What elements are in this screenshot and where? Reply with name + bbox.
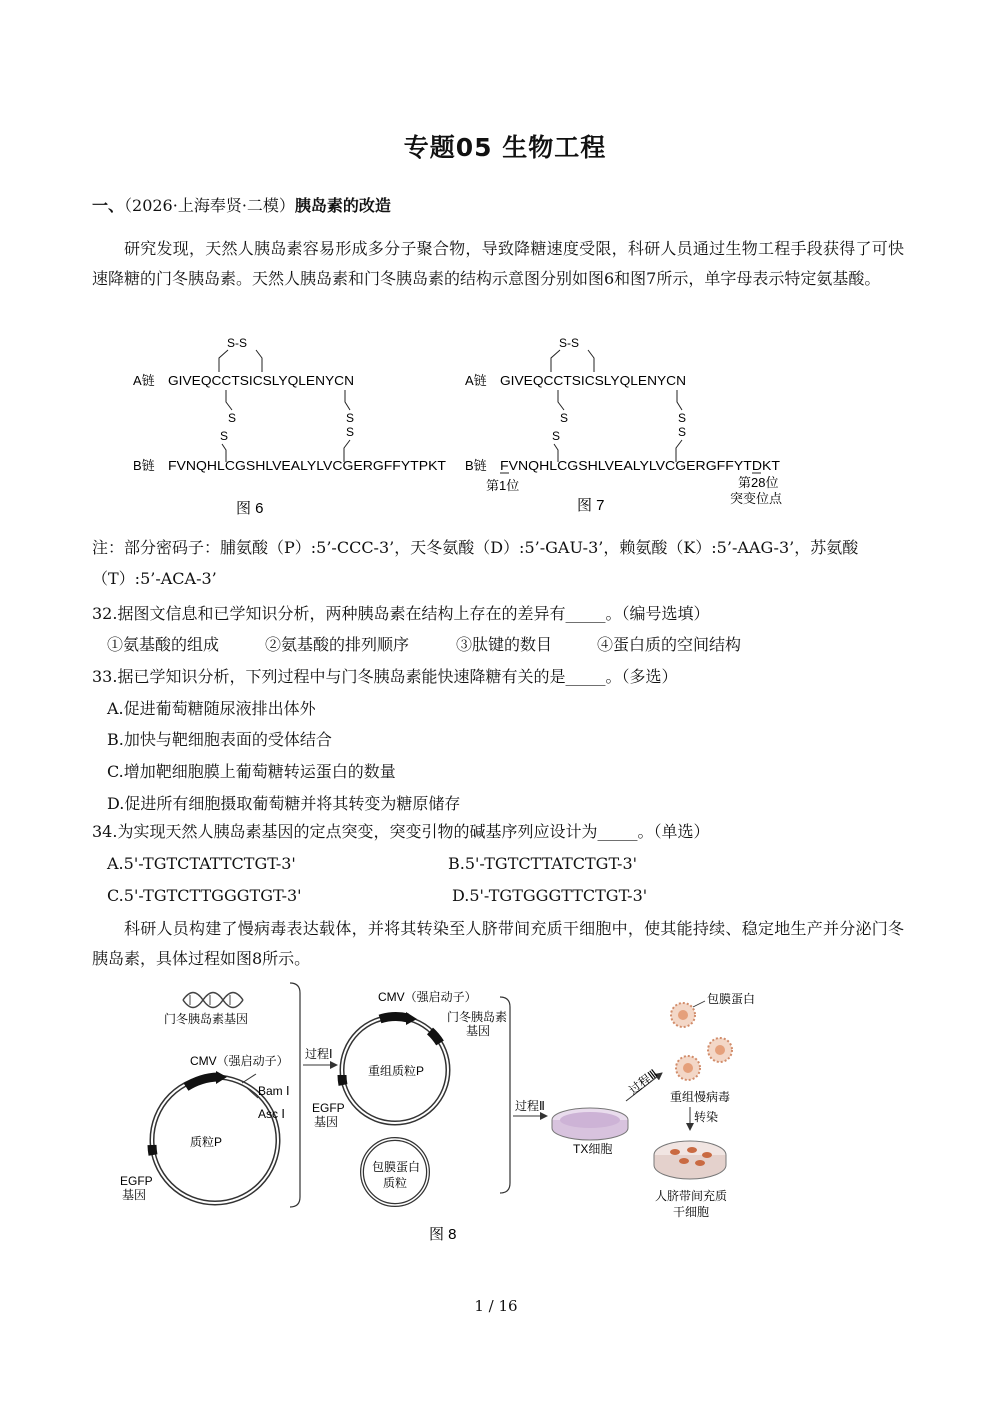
lentivirus-particles [671, 1001, 732, 1080]
q34-option-a: A.5'-TGTCTATTCTGT-3' [107, 854, 296, 873]
fig8-egfp-label-4: 基因 [314, 1115, 339, 1129]
q33-option-c: C.增加靶细胞膜上葡萄糖转运蛋白的数量 [107, 762, 396, 781]
fig7-bond-left-upper [558, 390, 564, 410]
bracket-1 [290, 983, 300, 1207]
codon-note-line2: （T）:5’-ACA-3’ [92, 569, 217, 588]
fig8-cmv-label-1: CMV（强启动子） [190, 1054, 289, 1068]
recomb-egfp-segment [342, 1075, 343, 1085]
bracket-2 [500, 997, 510, 1193]
fig8-process-2-label: 过程Ⅱ [515, 1099, 545, 1113]
fig8-process-3-label: 过程Ⅲ [626, 1066, 661, 1098]
fig6-a-chain-label: A链 [133, 373, 155, 388]
fig6-ss-top: S-S [227, 336, 248, 350]
fig8-gene-label: 门冬胰岛素基因 [164, 1012, 249, 1026]
fig7-s-left-2: S [552, 429, 561, 443]
insulin-structure-figures [0, 330, 992, 520]
fig6-s-left-2: S [220, 429, 229, 443]
fig6-b-chain-sequence: FVNQHLCGSHLVEALYLVCGERGFFYTPKT [168, 458, 447, 473]
q32-option-2: ②氨基酸的排列顺序 [265, 635, 410, 654]
question-33-stem: 33.据已学知识分析，下列过程中与门冬胰岛素能快速降糖有关的是_____。（多选） [92, 667, 678, 686]
q32-option-1: ①氨基酸的组成 [107, 635, 220, 654]
lentivirus-paragraph: 科研人员构建了慢病毒表达载体，并将其转染至人脐带间充质干细胞中，使其能持续、稳定地生产并分泌门冬胰岛素，具体过程如图8所示。 [92, 919, 904, 968]
fig7-ss-top: S-S [559, 336, 580, 350]
recomb-insulin-gene-segment [430, 1031, 440, 1043]
q34-option-d: D.5'-TGTGGGTTCTGT-3' [452, 886, 648, 905]
intro-paragraph: 研究发现，天然人胰岛素容易形成多分子聚合物，导致降糖速度受限，科研人员通过生物工程手段获得了可快速降糖的门冬胰岛素。天然人胰岛素和门冬胰岛素的结构示意图分别如图6和图7所示，单字母表示特定氨基酸。 [92, 239, 904, 288]
fig6-bond-left-upper [226, 390, 232, 410]
fig8-transfect-label: 转染 [694, 1110, 719, 1124]
page-number: 1 / 16 [474, 1297, 518, 1315]
fig7-position-28: 第28位 [738, 475, 779, 490]
fig8-tx-cell-label: TX细胞 [573, 1142, 613, 1156]
fig8-asc-label: Asc Ⅰ [258, 1107, 285, 1121]
fig8-process-1-label: 过程Ⅰ [305, 1047, 333, 1061]
fig8-recomb-label: 重组质粒P [368, 1064, 425, 1078]
q33-option-d: D.促进所有细胞摄取葡萄糖并将其转变为糖原储存 [107, 794, 461, 813]
fig8-egfp-label-3: EGFP [312, 1101, 345, 1115]
fig8-cmv-label-2: CMV（强启动子） [378, 990, 477, 1004]
fig7-s-left-1: S [560, 411, 569, 425]
fig7-s-right-1: S [678, 411, 687, 425]
plasmid-cmv-promoter [186, 1077, 218, 1087]
q33-option-b: B.加快与靶细胞表面的受体结合 [107, 730, 332, 749]
fig6-s-left-1: S [228, 411, 237, 425]
q34-option-b: B.5'-TGTCTTATCTGT-3' [448, 854, 638, 873]
fig6-caption: 图 6 [236, 500, 264, 517]
fig8-insulin-gene-label-1: 门冬胰岛素 [447, 1010, 508, 1024]
figure-7 [465, 336, 783, 514]
fig7-a-chain-sequence: GIVEQCCTSICSLYQLENYCN [500, 373, 686, 388]
dna-helix-icon [183, 993, 243, 1008]
fig7-caption: 图 7 [577, 497, 605, 514]
fig7-intra-bond [551, 350, 594, 372]
fig8-plasmid-label: 质粒P [190, 1135, 223, 1149]
fig8-egfp-label-1: EGFP [120, 1174, 153, 1188]
q32-option-4: ④蛋白质的空间结构 [597, 635, 742, 654]
fig7-b-chain-sequence: FVNQHLCGSHLVEALYLVCGERGFFYTDKT [500, 458, 781, 473]
plasmid-egfp-gene [152, 1145, 153, 1155]
fig7-bond-right-upper [677, 390, 682, 410]
fig8-lentivirus-label: 重组慢病毒 [670, 1090, 731, 1104]
q34-option-c: C.5'-TGTCTTGGGTGT-3' [107, 886, 302, 905]
fig8-envelope-plasmid-label-1: 包膜蛋白 [372, 1160, 421, 1174]
q33-option-a: A.促进葡萄糖随尿液排出体外 [107, 699, 316, 718]
fig8-envelope-plasmid-label-2: 质粒 [383, 1176, 408, 1190]
fig8-egfp-label-2: 基因 [122, 1188, 147, 1202]
fig8-stem-cell-label-1: 人脐带间充质 [655, 1189, 728, 1203]
fig8-insulin-gene-label-2: 基因 [466, 1024, 491, 1038]
page-title: 专题05 生物工程 [403, 133, 607, 162]
fig8-stem-cell-label-2: 干细胞 [673, 1205, 710, 1219]
question-34-stem: 34.为实现天然人胰岛素基因的定点突变，突变引物的碱基序列应设计为_____。（单选） [92, 822, 710, 841]
fig6-bond-right-upper [345, 390, 350, 410]
section-topic: 胰岛素的改造 [294, 196, 391, 215]
fig8-caption: 图 8 [429, 1226, 457, 1243]
q32-option-3: ③肽键的数目 [456, 635, 553, 654]
fig6-a-chain-sequence: GIVEQCCTSICSLYQLENYCN [168, 373, 354, 388]
fig6-b-chain-label: B链 [133, 458, 155, 473]
figure-8-process-diagram [0, 975, 992, 1250]
fig6-s-right-2: S [346, 425, 355, 439]
tx-cell-dish [552, 1108, 628, 1140]
section-number: 一、 [92, 196, 125, 215]
fig8-envelope-protein-label: 包膜蛋白 [707, 992, 756, 1006]
section-heading [92, 193, 391, 216]
fig7-mutation-site: 突变位点 [730, 491, 783, 506]
fig6-intra-bond [219, 350, 262, 372]
fig7-b-chain-label: B链 [465, 458, 487, 473]
stem-cell-dish [654, 1141, 726, 1179]
codon-note-line1: 注：部分密码子：脯氨酸（P）:5’-CCC-3’，天冬氨酸（D）:5’-GAU-3’，赖氨酸（K）:5’-AAG-3’，苏氨酸 [92, 538, 859, 557]
fig8-bam-label: Bam Ⅰ [258, 1084, 290, 1098]
fig6-s-right-1: S [346, 411, 355, 425]
fig7-s-right-2: S [678, 425, 687, 439]
fig7-position-1: 第1位 [486, 478, 520, 493]
question-32-stem: 32.据图文信息和已学知识分析，两种胰岛素在结构上存在的差异有_____。（编号选填） [92, 604, 710, 623]
fig7-a-chain-label: A链 [465, 373, 487, 388]
figure-6 [133, 336, 446, 517]
section-source: （2026·上海奉贤·二模） [124, 196, 295, 215]
